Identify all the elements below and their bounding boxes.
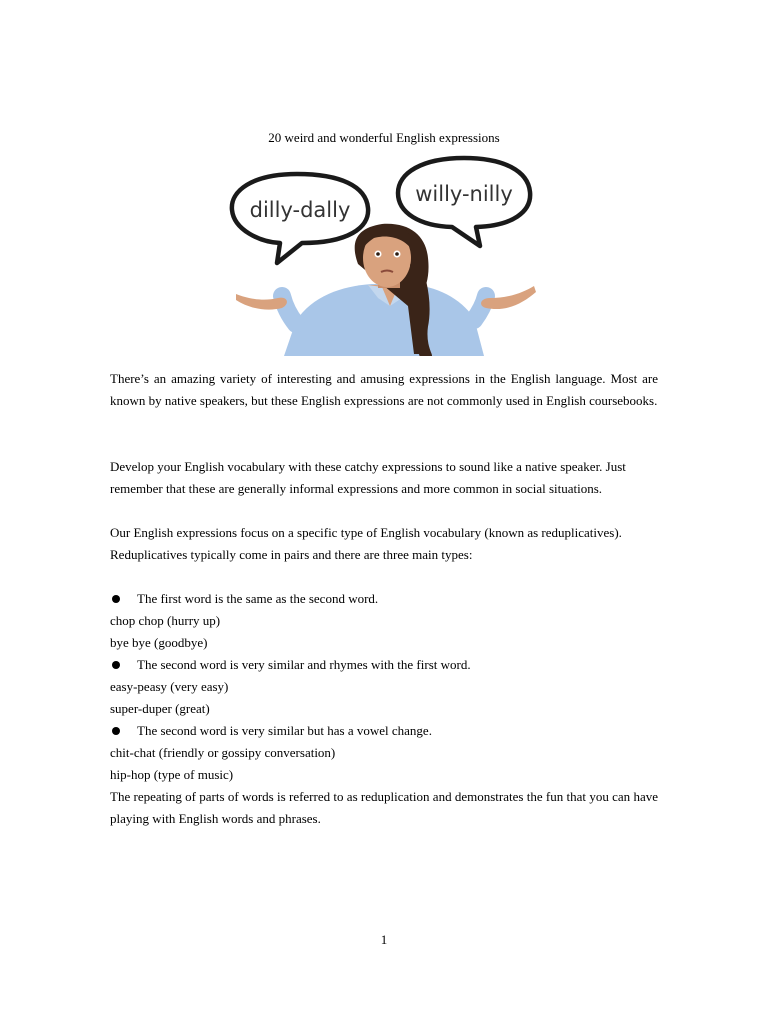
bullet-icon (112, 661, 120, 669)
header-illustration (222, 146, 546, 356)
intro-paragraph: There’s an amazing variety of interesting and amusing expressions in the English language. Most are known by native speakers, but these English expressions are not commonly used in English coursebooks. (110, 371, 658, 408)
list-item (110, 720, 658, 742)
list-item (110, 654, 658, 676)
reduplicative-types-list (110, 588, 658, 830)
reduplicatives-paragraph: Our English expressions focus on a specific type of English vocabulary (known as reduplicatives). Reduplicatives typically come in pairs and there are three main types: (110, 525, 622, 562)
page-number: 1 (380, 932, 388, 947)
list-item (110, 588, 658, 610)
example-line: super-duper (great) (110, 701, 210, 716)
type-description: The second word is very similar but has a vowel change. (137, 723, 432, 738)
example-line: bye bye (goodbye) (110, 635, 208, 650)
document-title: 20 weird and wonderful English expressions (268, 130, 500, 145)
vocabulary-paragraph: Develop your English vocabulary with these catchy expressions to sound like a native speaker. Just remember that these are generally informal expressions and more common in social situations. (110, 459, 626, 496)
example-line: hip-hop (type of music) (110, 767, 234, 782)
speech-bubble-right (398, 158, 530, 246)
bubble-right-text: willy-nilly (415, 182, 513, 206)
example-line: chit-chat (friendly or gossipy conversation) (110, 745, 336, 760)
bullet-icon (112, 595, 120, 603)
type-description: The second word is very similar and rhymes with the first word. (137, 657, 471, 672)
closing-paragraph: The repeating of parts of words is referred to as reduplication and demonstrates the fun that you can have playing with English words and phrases. (110, 789, 658, 826)
bullet-icon (112, 727, 120, 735)
type-description: The first word is the same as the second word. (137, 591, 379, 606)
bubble-left-text: dilly-dally (249, 198, 351, 222)
example-line: easy-peasy (very easy) (110, 679, 229, 694)
example-line: chop chop (hurry up) (110, 613, 221, 628)
speech-bubble-left (232, 174, 368, 263)
